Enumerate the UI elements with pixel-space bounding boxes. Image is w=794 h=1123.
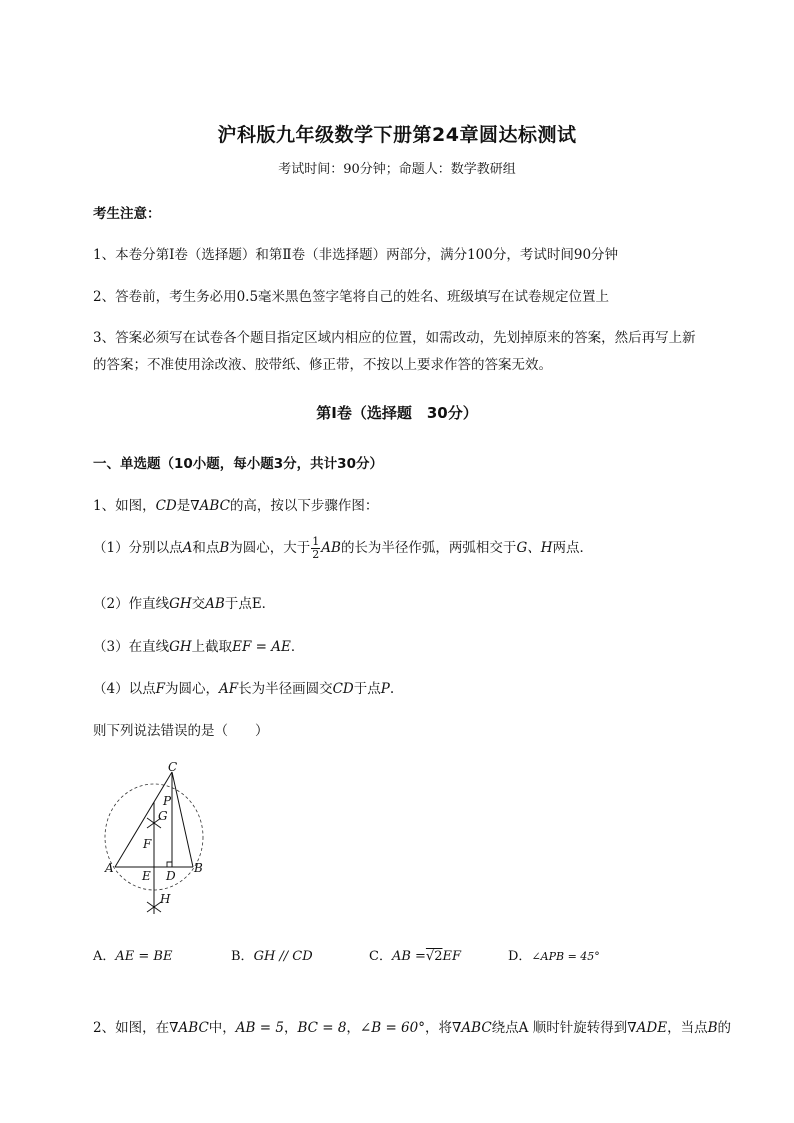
option-b[interactable]: B．GH // CD — [231, 949, 313, 964]
label-A: A — [105, 861, 114, 875]
notice-item-3: 3、答案必须写在试卷各个题目指定区域内相应的位置，如需改动，先划掉原来的答案，然后再写上新 — [93, 330, 696, 346]
notice-item-2: 2、答卷前，考生务必用0.5毫米黑色签字笔将自己的姓名、班级填写在试卷规定位置上 — [93, 289, 610, 305]
fraction-one-half: $\frac{1}{2}$ — [312, 535, 320, 561]
segment-BC — [172, 772, 193, 867]
option-a[interactable]: A．AE = BE — [93, 949, 173, 964]
question-1-step-2: （2）作直线GH交AB于点E． — [93, 596, 276, 612]
question-1-stem: 1、如图，CD是∇ABC的高，按以下步骤作图： — [93, 498, 379, 514]
notice-item-1: 1、本卷分第I卷（选择题）和第Ⅱ卷（非选择题）两部分，满分100分，考试时间90分钟 — [93, 247, 619, 263]
label-G: G — [158, 809, 168, 823]
label-H: H — [160, 892, 171, 906]
option-c[interactable]: C．AB =√2EF — [369, 949, 461, 964]
question-2-stem: 2、如图，在∇ABC中，AB = 5，BC = 8，∠B = 60°，将∇ABC绕点A 顺时针旋转得到∇ADE，当点B的 — [93, 1020, 731, 1036]
right-angle-mark — [167, 862, 172, 867]
exam-info: 考试时间：90分钟；命题人：数学教研组 — [278, 162, 516, 177]
label-B: B — [194, 861, 203, 875]
label-E: E — [142, 869, 151, 883]
label-P: P — [163, 794, 172, 808]
page-title: 沪科版九年级数学下册第24章圆达标测试 — [217, 124, 577, 146]
label-F: F — [143, 837, 152, 851]
question-1-step-3: （3）在直线GH上截取EF = AE． — [93, 639, 305, 655]
label-D: D — [166, 869, 176, 883]
option-d[interactable]: D．∠APB = 45° — [508, 949, 600, 964]
question-1-step-1: （1）分别以点A和点B为圆心，大于 $\frac{1}{2}$ AB的长为半径作弧，两弧相交于G、H两点． — [93, 535, 593, 561]
notice-heading: 考生注意： — [93, 206, 161, 222]
part-heading: 一、单选题（10小题，每小题3分，共计30分） — [93, 456, 383, 472]
question-1-prompt: 则下列说法错误的是（ ） — [93, 723, 269, 739]
section-title: 第I卷（选择题 30分） — [316, 404, 478, 422]
notice-item-3-cont: 的答案；不准使用涂改液、胶带纸、修正带，不按以上要求作答的答案无效。 — [93, 357, 552, 373]
geometry-figure — [100, 760, 220, 920]
label-C: C — [168, 760, 178, 774]
question-1-step-4: （4）以点F为圆心，AF长为半径画圆交CD于点P. — [93, 681, 395, 697]
